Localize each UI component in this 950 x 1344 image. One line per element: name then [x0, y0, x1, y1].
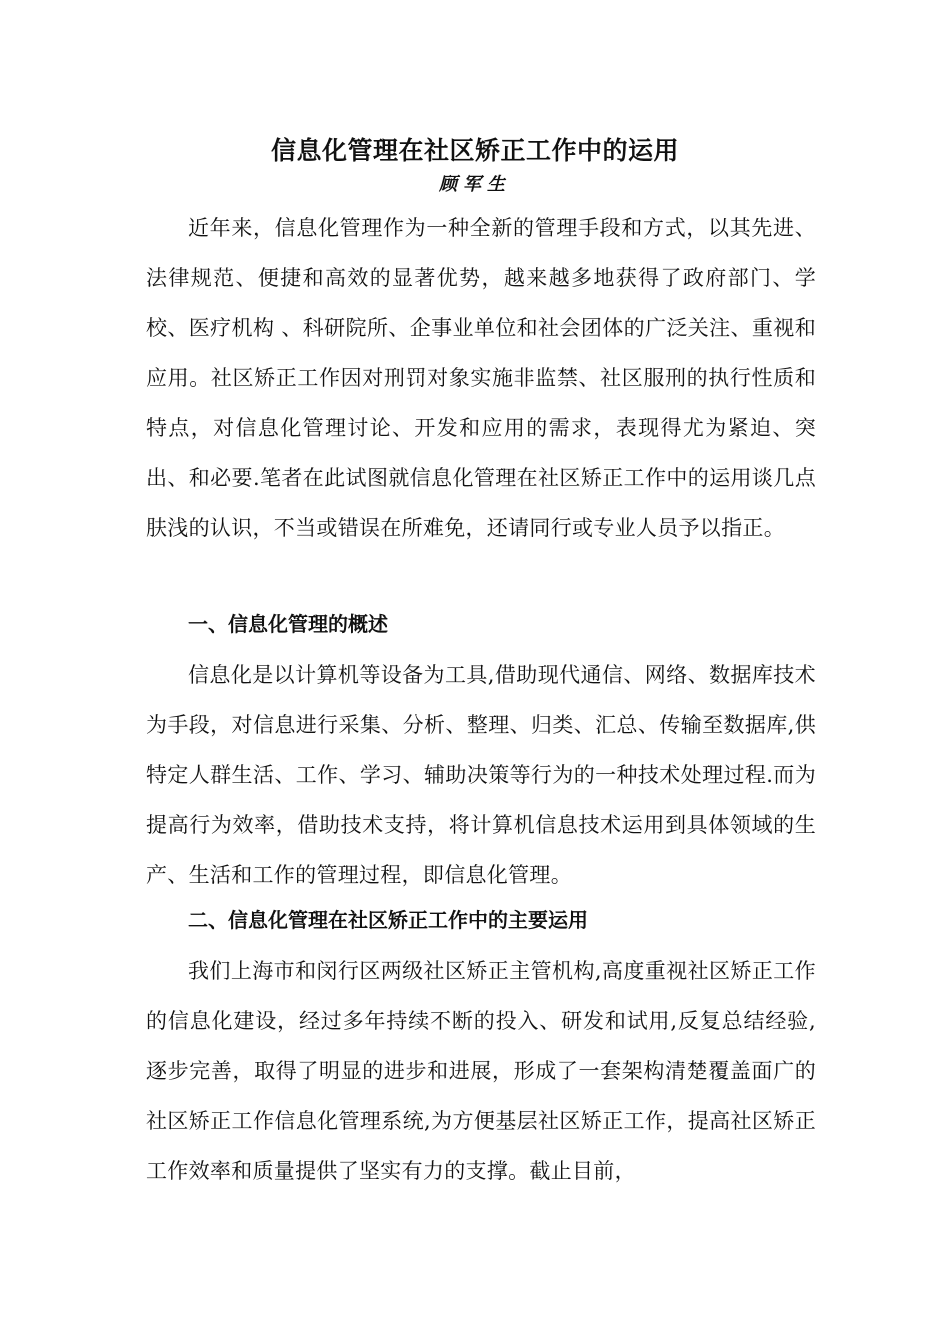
section-paragraph-overview: 信息化是以计算机等设备为工具,借助现代通信、网络、数据库技术为手段，对信息进行采集、分析、整理、归类、汇总、传输至数据库,供特定人群生活、工作、学习、辅助决策等行为的一种技术处理过程.而为提高行为效率，借助技术支持，将计算机信息技术运用到具体领域的生产、生活和工作的管理过程，即信息化管理。: [146, 663, 816, 887]
intro-paragraph: 近年来，信息化管理作为一种全新的管理手段和方式，以其先进、法律规范、便捷和高效的显著优势，越来越多地获得了政府部门、学校、医疗机构 、科研院所、企事业单位和社会团体的广泛关注、重视和应用。社区矫正工作因对刑罚对象实施非监禁、社区服刑的执行性质和特点，对信息化管理讨论、开发和应用的需求，表现得尤为紧迫、突出、和必要.笔者在此试图就信息化管理在社区矫正工作中的运用谈几点肤浅的认识，不当或错误在所难免，还请同行或专业人员予以指正。: [146, 216, 816, 540]
document-title: 信息化管理在社区矫正工作中的运用: [270, 136, 679, 165]
section-heading-application: 二、信息化管理在社区矫正工作中的主要运用: [188, 908, 588, 932]
section-heading-overview: 一、信息化管理的概述: [188, 612, 388, 636]
author-name: 顾军生: [439, 174, 511, 195]
section-paragraph-application: 我们上海市和闵行区两级社区矫正主管机构,高度重视社区矫正工作的信息化建设，经过多年持续不断的投入、研发和试用,反复总结经验,逐步完善，取得了明显的进步和进展，形成了一套架构清楚覆盖面广的社区矫正工作信息化管理系统,为方便基层社区矫正工作，提高社区矫正工作效率和质量提供了坚实有力的支撑。截止目前，: [146, 959, 816, 1183]
